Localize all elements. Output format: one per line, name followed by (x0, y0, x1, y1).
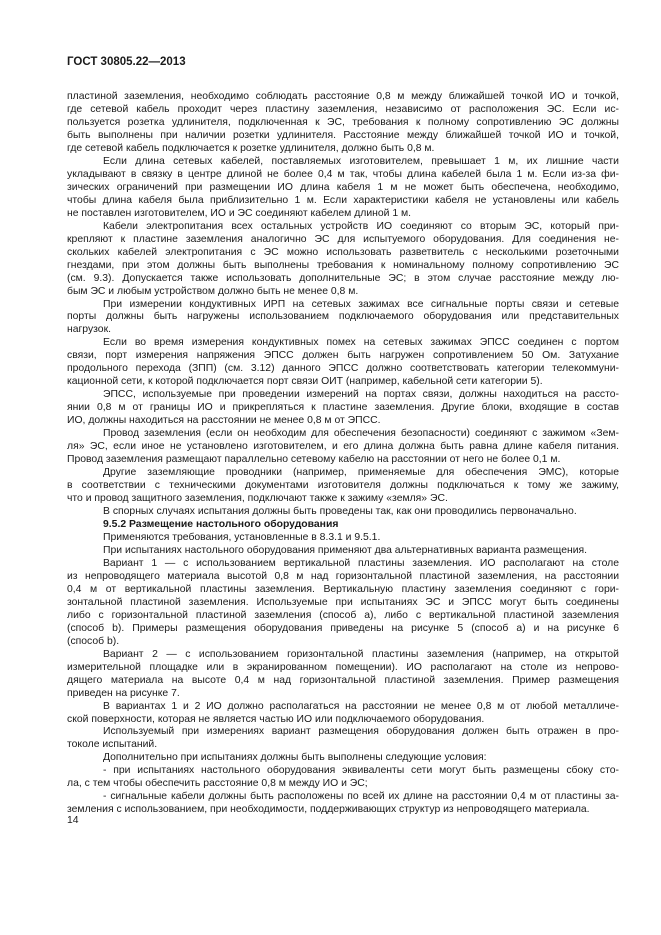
text-line: При испытаниях настольного оборудования применяют два альтернативных варианта размещения. (103, 544, 588, 556)
paragraph (67, 726, 619, 752)
text-line: из непроводящего материала высотой 0,8 м над горизонтальной пластиной заземления, на расстоянии (67, 570, 619, 582)
paragraph (67, 467, 619, 506)
text-line: укладывают в связку в центре длиной не более 0,4 м так, чтобы длина кабелей была 1 м. Если из-за фи- (67, 168, 619, 180)
text-line: Провод заземления размещают параллельно сетевому кабелю на расстоянии от него не более 0,1 м. (67, 454, 561, 466)
text-line: При измерении кондуктивных ИРП на сетевых зажимах все сигнальные порты связи и сетевые (103, 298, 619, 310)
text-line: где сетевой кабель подключается к розетке удлинителя, должно быть 0,8 м. (67, 142, 435, 154)
paragraph (67, 701, 619, 727)
text-line: токоле испытаний. (67, 739, 158, 751)
paragraph (67, 506, 619, 519)
text-line: Применяются требования, установленные в 8.3.1 и 9.5.1. (103, 531, 381, 543)
text-line: что и провод защитного заземления, подключают также к зажиму «земля» ЭС. (67, 493, 448, 505)
text-line: в соответствии с техническими документами изготовителя должны подключаться к тому же зажиму, (67, 480, 619, 492)
paragraph (67, 156, 619, 221)
text-line: нагрузок. (67, 324, 112, 336)
text-line: ской поверхности, которая не является частью ИО или подключаемого оборудования. (67, 713, 485, 725)
text-line: дящего материала на высоте 0,4 м над горизонтальной пластиной заземления. Пример размещения (67, 674, 619, 686)
text-line: гнездами, при этом должны быть выполнены требования к номинальному полному сопротивлению ЭС (67, 259, 619, 271)
text-line: ИО, должны находиться на расстоянии не менее 0,8 м от ЭПСС. (67, 415, 381, 427)
text-line: В спорных случаях испытания должны быть проведены так, как они проводились первоначально. (103, 506, 577, 517)
text-line: скольких кабелей электропитания с ЭС можно использовать разветвитель с несколькими розеточными (67, 246, 619, 258)
text-line: не поставлен изготовителем, ИО и ЭС соединяют кабелем длиной 1 м. (67, 207, 412, 219)
text-line: порты должны быть нагружены использованием подключаемого оборудования или представительных (67, 311, 619, 323)
text-line: (способ b). Примеры размещения оборудования приведены на рисунке 5 (способ а) и на рисунке 6 (67, 622, 619, 634)
text-line: В вариантах 1 и 2 ИО должно располагаться на расстоянии не менее 0,8 м от любой металличе- (103, 700, 619, 712)
text-line: зических ограничений при размещении ИО длина кабеля 1 м не может быть обеспечена, необходимо, (67, 181, 619, 193)
text-line: (способ b). (67, 635, 120, 647)
text-line: ЭПСС, используемые при проведении измерений на портах связи, должны находиться на рассто- (103, 389, 619, 401)
text-line: бым ЭС и любым устройством должно быть не менее 0,8 м. (67, 285, 359, 297)
text-line: янии 0,8 м от границы ИО и прикрепляться к пластине заземления. Другие блоки, входящие в состав (67, 402, 619, 414)
paragraph (67, 337, 619, 389)
paragraph (67, 221, 619, 299)
text-line: - при испытаниях настольного оборудования эквиваленты сети могут быть размещены сбоку сто- (103, 765, 619, 777)
document-body (67, 91, 619, 817)
text-line: - сигнальные кабели должны быть расположены по всей их длине на расстоянии 0,4 м от пластины за- (103, 791, 619, 803)
text-line: продольного перехода (ЗПП) (см. 3.12) данного ЭПСС должно соответствовать категории телекоммуни- (67, 363, 619, 375)
text-line: где сетевой кабель проходит через пластину заземления, независимо от расположения ЭС. Если ис- (67, 103, 619, 115)
text-line: измерительной площадке или в экранированном помещении). ИО располагают на столе из непрово- (67, 661, 619, 673)
paragraph (67, 389, 619, 428)
paragraph (67, 752, 619, 765)
text-line: пластиной заземления, необходимо соблюдать расстояние 0,8 м между ближайшей точкой ИО и точкой, (67, 91, 619, 102)
paragraph (67, 91, 619, 156)
text-line: либо с горизонтальной пластиной заземления (способ а), либо с вертикальной пластиной заземления (67, 609, 619, 621)
text-line: Вариант 2 — с использованием горизонтальной пластины заземления (например, на открытой (103, 648, 619, 660)
paragraph (67, 765, 619, 791)
text-line: Вариант 1 — с использованием вертикальной пластины заземления. ИО располагают на столе (103, 557, 619, 569)
text-line: чтобы длина кабеля была приблизительно 1 м. Если характеристики кабеля не установлены или кабель (67, 194, 619, 206)
text-line: Кабели электропитания всех остальных устройств ИО соединяют со вторым ЭС, который при- (103, 220, 619, 232)
text-line: ля» ЭС, если иное не установлено изготовителем, и его длина должна быть равна длине кабеля питания. (67, 441, 619, 453)
paragraph (67, 558, 619, 649)
text-line: кационной сети, к которой подключается порт связи ОИТ (например, кабельной сети категории 5). (67, 376, 543, 388)
text-line: крепляют к пластине заземления аналогично ЭС для испытуемого оборудования. Для соединения не- (67, 233, 619, 245)
document-header: ГОСТ 30805.22—2013 (67, 56, 186, 68)
text-line: земления с использованием, при необходимости, поддерживающих структур из непроводящего материала. (67, 804, 590, 816)
text-line: 9.5.2 Размещение настольного оборудования (103, 518, 339, 530)
text-line: 0,4 м от вертикальной пластины заземления. Вертикальную пластину заземления соединяют с гори- (67, 583, 619, 595)
text-line: приведен на рисунке 7. (67, 687, 180, 699)
paragraph (67, 299, 619, 338)
page-number: 14 (67, 815, 79, 826)
text-line: зонтальной пластиной заземления. Используемые при испытаниях ЭС и ЭПСС могут быть соединены (67, 596, 619, 608)
text-line: Другие заземляющие проводники (например, применяемые для обеспечения ЭМС), которые (103, 467, 619, 479)
text-line: Дополнительно при испытаниях должны быть выполнены следующие условия: (103, 752, 487, 764)
paragraph (67, 791, 619, 817)
paragraph (67, 545, 619, 558)
text-line: быть выполнены при наличии розетки удлинителя. Расстояние между ближайшей точкой ИО и точкой, (67, 129, 619, 141)
text-line: Если во время измерения кондуктивных помех на сетевых зажимах ЭПСС соединен с портом (103, 337, 619, 349)
text-line: Используемый при измерениях вариант размещения оборудования должен быть отражен в про- (103, 726, 619, 738)
text-line: пользуется розетка удлинителя, подключенная к ЭС, требования к полному сопротивлению ЭС должны (67, 116, 619, 128)
paragraph (67, 532, 619, 545)
text-line: (см. 9.3). Допускается также использовать дополнительные ЭС; в этом случае расстояние между лю- (67, 272, 619, 284)
paragraph (67, 649, 619, 701)
text-line: связи, порт измерения напряжения ЭПСС должен быть нагружен сопротивлением 50 Ом. Затухание (67, 350, 619, 362)
text-line: Провод заземления (если он необходим для обеспечения безопасности) соединяют с зажимом «Зем- (103, 428, 619, 440)
paragraph (67, 428, 619, 467)
text-line: Если длина сетевых кабелей, поставляемых изготовителем, превышает 1 м, их лишние части (103, 155, 619, 167)
text-line: ла, с тем чтобы обеспечить расстояние 0,8 м между ИО и ЭС; (67, 778, 368, 790)
section-heading (67, 519, 619, 532)
